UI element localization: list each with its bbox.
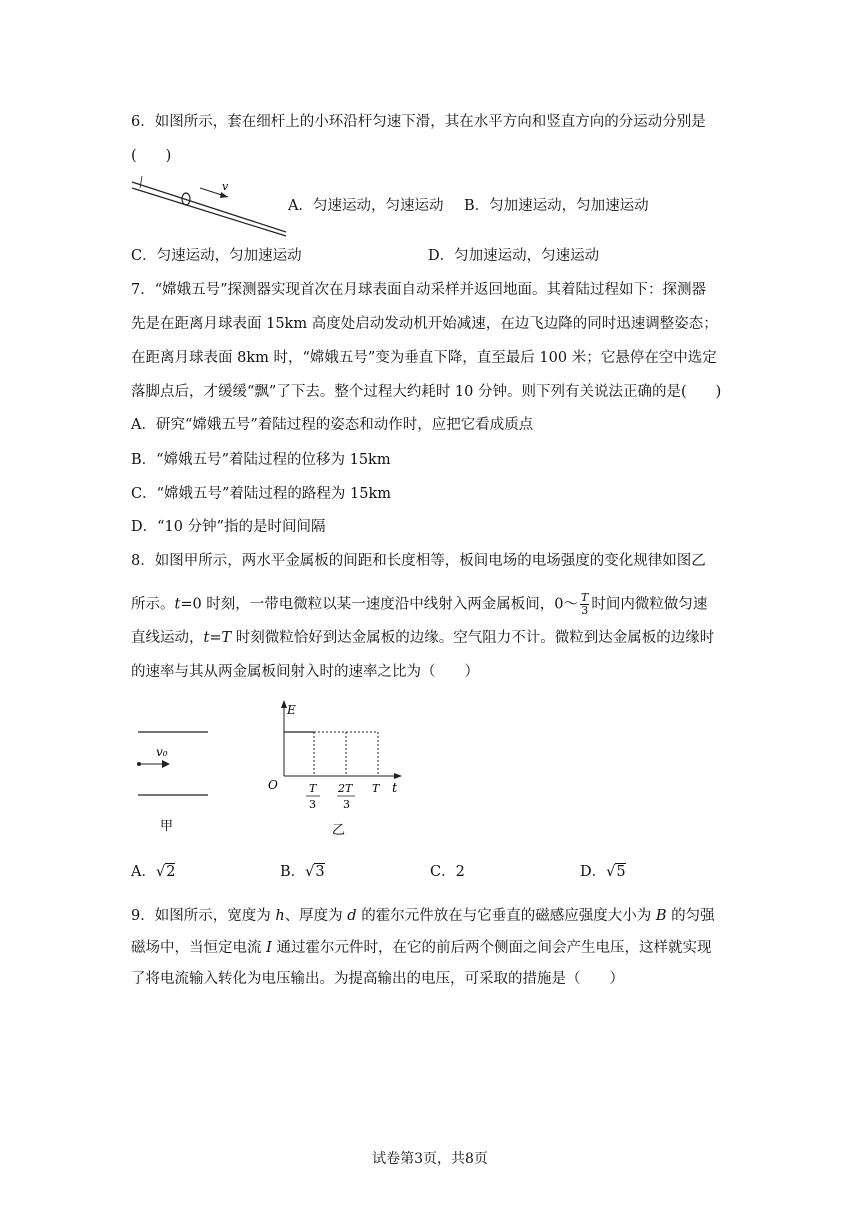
q8-frac-t3: $\frac{T}{3}$ — [581, 591, 589, 617]
page-footer: 试卷第3页，共8页 — [372, 1151, 488, 1167]
q8-origin: O — [268, 778, 278, 792]
q8-jia-caption: 甲 — [160, 819, 174, 834]
q8-line2: 所示。t=0 时刻，一带电微粒以某一速度沿中线射入两金属板间，0～ $\frac{T}{3}$ 时间内微粒做匀速 — [131, 591, 708, 617]
q8-tick1-num: T — [309, 782, 317, 795]
q8-v0-label: v₀ — [156, 745, 168, 759]
q8-option-c: C．2 — [430, 864, 465, 880]
q8-option-a: A．√2 — [131, 864, 176, 880]
q8-axis-t: t — [392, 781, 398, 796]
q8-figure-yi — [262, 696, 412, 846]
q6-option-a: A．匀速运动，匀速运动 — [288, 198, 444, 214]
q7-option-d: D．“10 分钟”指的是时间间隔 — [131, 519, 326, 535]
q8-tick3: T — [372, 782, 380, 795]
q9-line3: 了将电流输入转化为电压输出。为提高输出的电压，可采取的措施是（ ） — [131, 971, 624, 987]
q8-yi-caption: 乙 — [332, 823, 346, 838]
q6-rod-figure — [130, 174, 290, 238]
q8-option-d: D．√5 — [580, 864, 626, 880]
q8-line1: 8．如图甲所示，两水平金属板的间距和长度相等，板间电场的电场强度的变化规律如图乙 — [131, 553, 706, 569]
q6-option-b: B．匀加速运动，匀加速运动 — [464, 198, 649, 214]
q6-option-d: D．匀加速运动，匀速运动 — [428, 248, 600, 264]
q6-v-label: v — [222, 180, 229, 193]
q7-option-a: A．研究“嫦娥五号”着陆过程的姿态和动作时，应把它看成质点 — [131, 417, 534, 433]
q8-figure-jia — [130, 720, 220, 840]
q6-option-c: C．匀速运动，匀加速运动 — [131, 248, 302, 264]
q8-line4: 的速率与其从两金属板间射入时的速率之比为（ ） — [131, 664, 479, 680]
q8-tick1-den: 3 — [309, 798, 316, 811]
q8-tick2-num: 2T — [338, 782, 353, 795]
q7-line4: 落脚点后，才缓缓“飘”了下去。整个过程大约耗时 10 分钟。则下列有关说法正确的是( ) — [131, 384, 722, 400]
q7-option-c: C．“嫦娥五号”着陆过程的路程为 15km — [131, 486, 392, 502]
q7-option-b: B．“嫦娥五号”着陆过程的位移为 15km — [131, 452, 391, 468]
q8-line3: 直线运动，t=T 时刻微粒恰好到达金属板的边缘。空气阻力不计。微粒到达金属板的边缘时 — [131, 630, 715, 646]
q6-stem: 6．如图所示，套在细杆上的小环沿杆匀速下滑，其在水平方向和竖直方向的分运动分别是 — [131, 114, 706, 130]
q8-tick2-den: 3 — [343, 798, 350, 811]
q7-line2: 先是在距离月球表面 15km 高度处启动发动机开始减速，在边飞边降的同时迅速调整姿态； — [131, 316, 718, 332]
q8-option-b: B．√3 — [280, 864, 325, 880]
q9-line2: 磁场中，当恒定电流 I 通过霍尔元件时，在它的前后两个侧面之间会产生电压，这样就实现 — [131, 940, 712, 956]
q6-paren: ( ) — [131, 148, 172, 164]
q7-line1: 7．“嫦娥五号”探测器实现首次在月球表面自动采样并返回地面。其着陆过程如下：探测器 — [131, 282, 707, 298]
q7-line3: 在距离月球表面 8km 时，“嫦娥五号”变为垂直下降，直至最后 100 米；它悬停在空中选定 — [131, 350, 717, 366]
q9-line1: 9．如图所示，宽度为 h、厚度为 d 的霍尔元件放在与它垂直的磁感应强度大小为 B 的匀强 — [131, 908, 715, 924]
q8-axis-e: E — [287, 703, 296, 717]
